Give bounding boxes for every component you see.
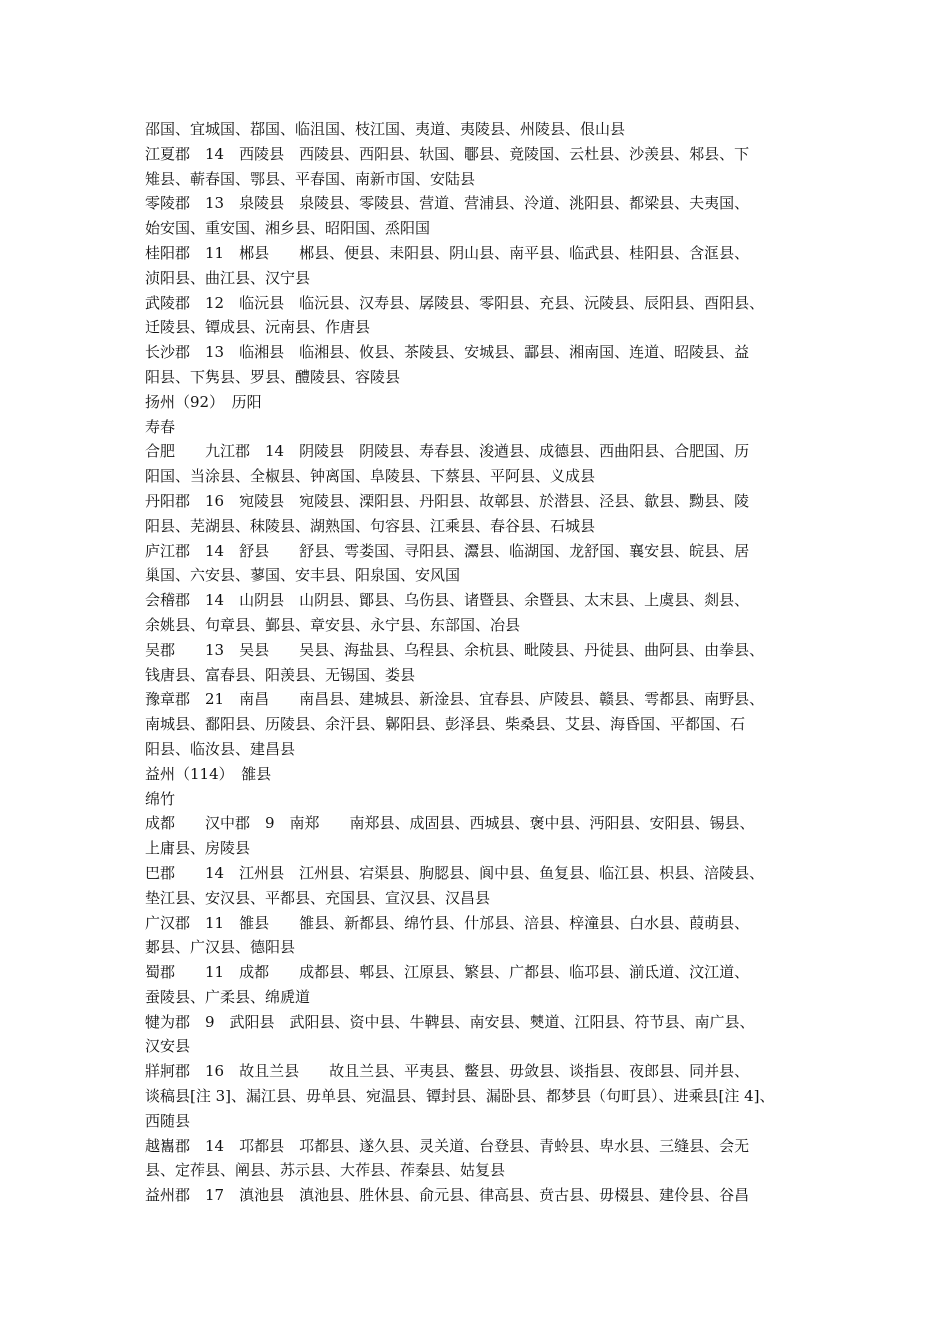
text-line: 吴郡 13 吴县 吴县、海盐县、乌程县、余杭县、毗陵县、丹徒县、曲阿县、由拳县、 (145, 640, 765, 659)
text-line: 阳县、芜湖县、秣陵县、湖熟国、句容县、江乘县、春谷县、石城县 (145, 516, 596, 535)
text-line: 巢国、六安县、蓼国、安丰县、阳泉国、安风国 (145, 566, 461, 585)
text-line: 郪县、广汉县、德阳县 (145, 938, 296, 957)
text-line: 余姚县、句章县、鄞县、章安县、永宁县、东部国、冶县 (145, 615, 521, 634)
text-line: 庐江郡 14 舒县 舒县、雩娄国、寻阳县、灊县、临湖国、龙舒国、襄安县、皖县、居 (145, 541, 750, 560)
text-line: 合肥 九江郡 14 阴陵县 阴陵县、寿春县、浚遒县、成德县、西曲阳县、合肥国、历 (145, 442, 750, 461)
text-line: 上庸县、房陵县 (145, 839, 251, 858)
document-body (145, 117, 813, 1208)
text-line: 蚕陵县、广柔县、绵虒道 (145, 987, 311, 1006)
text-line: 县、定莋县、阐县、苏示县、大莋县、莋秦县、姑复县 (145, 1161, 506, 1180)
text-line: 益州郡 17 滇池县 滇池县、胜休县、俞元县、律高县、贲古县、毋棳县、建伶县、谷昌 (145, 1186, 750, 1205)
text-line: 雉县、蕲春国、鄂县、平春国、南新市国、安陆县 (145, 169, 476, 188)
text-line: 西随县 (145, 1111, 191, 1130)
text-line: 益州（114） 雒县 (145, 764, 272, 783)
text-line: 钱唐县、富春县、阳羡县、无锡国、娄县 (145, 665, 416, 684)
text-line: 寿春 (145, 417, 176, 436)
text-line: 成都 汉中郡 9 南郑 南郑县、成固县、西城县、褒中县、沔阳县、安阳县、锡县、 (145, 814, 755, 833)
text-line: 阳国、当涂县、全椒县、钟离国、阜陵县、下蔡县、平阿县、义成县 (145, 467, 596, 486)
text-line: 巴郡 14 江州县 江州县、宕渠县、朐䏰县、阆中县、鱼复县、临江县、枳县、涪陵县、 (145, 863, 765, 882)
text-line: 江夏郡 14 西陵县 西陵县、西阳县、轪国、鄳县、竟陵国、云杜县、沙羡县、邾县、下 (145, 144, 750, 163)
text-line: 扬州（92） 历阳 (145, 392, 262, 411)
text-line: 蜀郡 11 成都 成都县、郫县、江原县、繁县、广都县、临邛县、湔氐道、汶江道、 (145, 963, 750, 982)
text-line: 阳县、下隽县、罗县、醴陵县、容陵县 (145, 367, 401, 386)
text-line: 长沙郡 13 临湘县 临湘县、攸县、茶陵县、安城县、酃县、湘南国、连道、昭陵县、益 (145, 343, 750, 362)
text-line: 桂阳郡 11 郴县 郴县、便县、耒阳县、阴山县、南平县、临武县、桂阳县、含洭县、 (145, 243, 750, 262)
text-line: 丹阳郡 16 宛陵县 宛陵县、溧阳县、丹阳县、故鄣县、於潜县、泾县、歙县、黝县、陵 (145, 491, 750, 510)
text-line: 广汉郡 11 雒县 雒县、新都县、绵竹县、什邡县、涪县、梓潼县、白水县、葭萌县、 (145, 913, 750, 932)
text-line: 越巂郡 14 邛都县 邛都县、遂久县、灵关道、台登县、青蛉县、卑水县、三缝县、会无 (145, 1136, 750, 1155)
text-line: 豫章郡 21 南昌 南昌县、建城县、新淦县、宜春县、庐陵县、赣县、雩都县、南野县、 (145, 690, 765, 709)
text-line: 汉安县 (145, 1037, 191, 1056)
text-line: 谈稿县[注 3]、漏江县、毋单县、宛温县、镡封县、漏卧县、都梦县（句町县）、进乘县[注 4]、 (145, 1087, 775, 1106)
text-line: 绵竹 (145, 789, 176, 808)
text-line: 迁陵县、镡成县、沅南县、作唐县 (145, 318, 371, 337)
text-line: 邵国、宜城国、鄀国、临沮国、枝江国、夷道、夷陵县、州陵县、佷山县 (145, 120, 626, 138)
text-line: 南城县、鄱阳县、历陵县、余汗县、鄡阳县、彭泽县、柴桑县、艾县、海昏国、平都国、石 (145, 715, 746, 734)
text-line: 浈阳县、曲江县、汉宁县 (145, 268, 311, 287)
text-line: 阳县、临汝县、建昌县 (145, 739, 296, 758)
text-line: 牂牁郡 16 故且兰县 故且兰县、平夷县、鳖县、毋敛县、谈指县、夜郎县、同并县、 (145, 1062, 750, 1081)
text-line: 始安国、重安国、湘乡县、昭阳国、烝阳国 (145, 219, 431, 238)
text-line: 犍为郡 9 武阳县 武阳县、资中县、牛鞞县、南安县、僰道、江阳县、符节县、南广县、 (145, 1012, 755, 1031)
text-line: 零陵郡 13 泉陵县 泉陵县、零陵县、营道、营浦县、泠道、洮阳县、都梁县、夫夷国、 (145, 194, 750, 213)
text-line: 武陵郡 12 临沅县 临沅县、汉寿县、孱陵县、零阳县、充县、沅陵县、辰阳县、酉阳县、 (145, 293, 765, 312)
text-line: 会稽郡 14 山阴县 山阴县、鄮县、乌伤县、诸暨县、余暨县、太末县、上虞县、剡县、 (145, 591, 750, 610)
text-line: 垫江县、安汉县、平都县、充国县、宣汉县、汉昌县 (145, 888, 491, 907)
